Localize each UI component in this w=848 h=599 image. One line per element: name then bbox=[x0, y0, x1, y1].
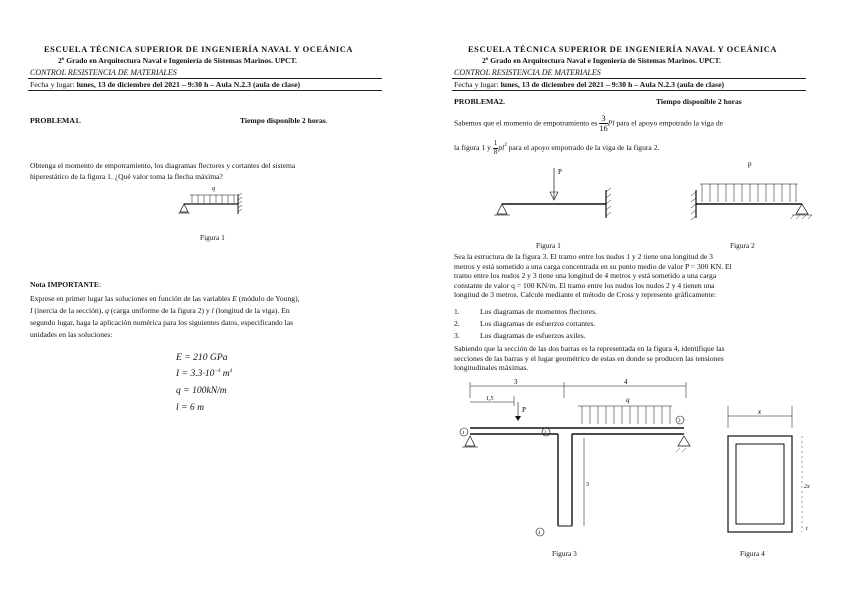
header-divider-2 bbox=[28, 90, 382, 91]
fig3-node-3: 3 bbox=[678, 419, 681, 424]
fig3-dim-half: 1,5 bbox=[486, 396, 494, 402]
equation-q: q = 100kN/m bbox=[176, 385, 227, 396]
fig3-node-2: 2 bbox=[544, 431, 547, 436]
header-divider-p2 bbox=[452, 78, 806, 79]
fig-p2-2-load: p bbox=[748, 160, 752, 168]
fig3-node-1: 1 bbox=[462, 431, 465, 436]
fig3-dim-vertical: 3 bbox=[586, 482, 589, 488]
fig4-dim-side: 2x bbox=[804, 484, 810, 490]
fig4-dim-top: x bbox=[758, 408, 762, 416]
problem-label-2: PROBLEMA2. bbox=[454, 97, 505, 106]
statement-line-b: la figura 1 y $\frac{1}{8}$ $pl^2$ para el apoyo empotrado de la viga de la figura 2. bbox=[454, 139, 660, 156]
figure-3-caption: Figura 3 bbox=[552, 549, 577, 558]
figure-4-caption: Figura 4 bbox=[740, 549, 765, 558]
beam-figure-p2-2 bbox=[686, 158, 816, 238]
list-item-1: 1. Los diagramas de momentos flectores. bbox=[454, 307, 598, 316]
school-heading-2: ESCUELA TÉCNICA SUPERIOR DE INGENIERÍA NAVAL Y OCEÁNICA bbox=[468, 45, 778, 54]
fig3-load-P: P bbox=[522, 406, 526, 414]
degree-heading-2: 2º Grado en Arquitectura Naval e Ingeniería de Sistemas Marinos. UPCT. bbox=[482, 56, 721, 65]
problem-label: PROBLEMA1. bbox=[30, 116, 81, 125]
frame-figure-3 bbox=[458, 376, 688, 546]
time-available-2: Tiempo disponible 2 horas bbox=[656, 97, 742, 106]
equation-l: l = 6 m bbox=[176, 402, 205, 413]
date-line: Fecha y lugar: lunes, 13 de diciembre del 2021 – 9:30 h – Aula N.2.3 (aula de clase) bbox=[30, 80, 301, 89]
fig3-load-q: q bbox=[626, 396, 630, 404]
list-item-2: 2. Los diagramas de esfuerzos cortantes. bbox=[454, 319, 596, 328]
note-line-3: segundo lugar, haga la aplicación numérica para los siguientes datos, especificando las bbox=[30, 318, 294, 327]
figure-1-caption: Figura 1 bbox=[200, 233, 225, 242]
date-line-2: Fecha y lugar: lunes, 13 de diciembre del 2021 – 9:30 h – Aula N.2.3 (aula de clase) bbox=[454, 80, 725, 89]
beam-figure-p2-1 bbox=[494, 158, 614, 238]
note-title: Nota IMPORTANTE: bbox=[30, 280, 102, 289]
fig3-node-4: 4 bbox=[538, 531, 541, 536]
statement-line-1: Obtenga el momento de empotramiento, los diagramas flectores y cortantes del sistema bbox=[30, 161, 296, 170]
fig3-dim-left: 3 bbox=[514, 378, 518, 386]
section-figure-4 bbox=[714, 398, 814, 548]
figure-p2-1-caption: Figura 1 bbox=[536, 241, 561, 250]
equation-E: E = 210 GPa bbox=[176, 352, 228, 363]
statement-line-2: hiperestático de la figura 1. ¿Qué valor toma la flecha máxima? bbox=[30, 172, 223, 181]
degree-heading: 2º Grado en Arquitectura Naval e Ingeniería de Sistemas Marinos. UPCT. bbox=[58, 56, 297, 65]
equation-I: $I = 3.3\cdot 10^{-4}$ $m^4$ bbox=[176, 368, 233, 380]
exam-page-2 bbox=[424, 0, 848, 599]
course-title-2: CONTROL RESISTENCIA DE MATERIALES bbox=[454, 68, 601, 77]
note-line-1: Exprese en primer lugar las soluciones en función de las variables E (módulo de Young), bbox=[30, 294, 300, 303]
section-paragraph: Sabiendo que la sección de las dos barras es la representada en la figura 4, identifique las secciones de las barras y el lugar geométrico de estas en donde se producen las tensiones longitudinales máximas. bbox=[454, 344, 725, 373]
fig4-dim-t: t bbox=[806, 526, 808, 532]
problem-paragraph: Sea la estructura de la figura 3. El tramo entre los nudos 1 y 2 tiene una longitud de 3 metros y está sometido a una carga concentrada en su punto medio de valor P = 300 KN. El tramo entre los nudos 2 y 3 tiene una longitud de 4 metros y está sometido a una carga constante de valor q = 100 KN/m. El tramo entre los nudos los nudos 2 y 4 tienen una longitud de 3 metros. Calcule mediante el método de Cross y represente gráficamente: bbox=[454, 252, 732, 300]
school-heading: ESCUELA TÉCNICA SUPERIOR DE INGENIERÍA NAVAL Y OCEÁNICA bbox=[44, 45, 354, 54]
note-line-2: I (inercia de la sección), q (carga uniforme de la figura 2) y l (longitud de la viga). En bbox=[30, 306, 290, 315]
beam-figure-1 bbox=[178, 182, 248, 222]
list-item-3: 3. Los diagramas de esfuerzos axiles. bbox=[454, 331, 586, 340]
fig3-dim-right: 4 bbox=[624, 378, 628, 386]
figure-p2-2-caption: Figura 2 bbox=[730, 241, 755, 250]
header-divider bbox=[28, 78, 382, 79]
note-line-4: unidades en las soluciones: bbox=[30, 330, 113, 339]
statement-line-a: Sabemos que el momento de empotramiento es $\frac{3}{16}$ Pl para el apoyo empotrado la viga de bbox=[454, 114, 724, 133]
time-available: Tiempo disponible 2 horas. bbox=[240, 116, 328, 125]
fig-p2-1-load: P bbox=[558, 168, 562, 176]
header-divider-p2b bbox=[452, 90, 806, 91]
course-title: CONTROL RESISTENCIA DE MATERIALES bbox=[30, 68, 177, 77]
fig1-load-label: q bbox=[212, 186, 215, 192]
